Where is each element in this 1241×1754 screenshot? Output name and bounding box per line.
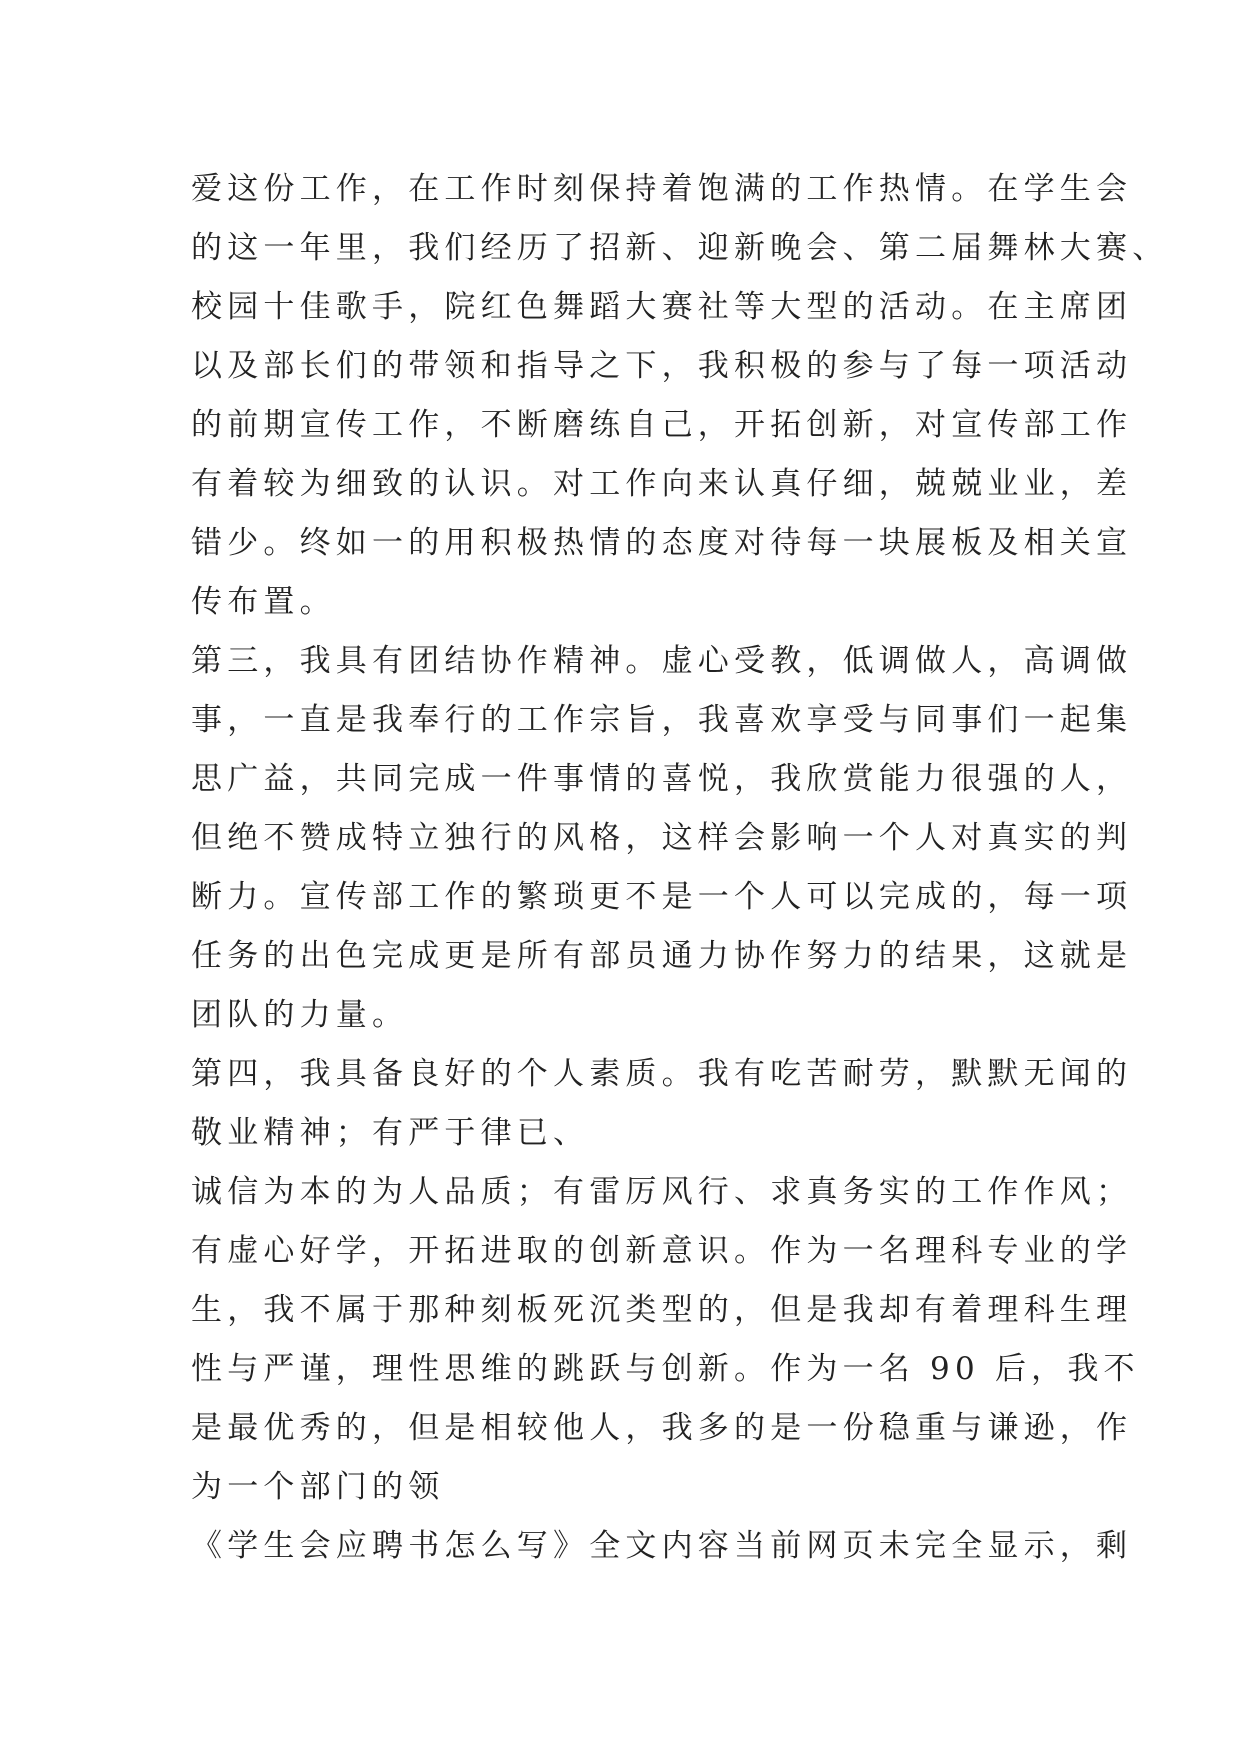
text-line: 校园十佳歌手，院红色舞蹈大赛社等大型的活动。在主席团 <box>191 289 1133 325</box>
text-line: 爱这份工作，在工作时刻保持着饱满的工作热情。在学生会 <box>191 171 1133 207</box>
text-line: 断力。宣传部工作的繁琐更不是一个人可以完成的，每一项 <box>191 879 1133 915</box>
text-line: 的前期宣传工作，不断磨练自己，开拓创新，对宣传部工作 <box>191 407 1133 443</box>
text-line: 以及部长们的带领和指导之下，我积极的参与了每一项活动 <box>191 348 1133 384</box>
text-line: 的这一年里，我们经历了招新、迎新晚会、第二届舞林大赛、 <box>191 230 1169 266</box>
text-line: 诚信为本的为人品质；有雷厉风行、求真务实的工作作风； <box>191 1174 1133 1210</box>
text-line: 任务的出色完成更是所有部员通力协作努力的结果，这就是 <box>191 938 1133 974</box>
text-line: 思广益，共同完成一件事情的喜悦，我欣赏能力很强的人， <box>191 761 1133 797</box>
text-line: 是最优秀的，但是相较他人，我多的是一份稳重与谦逊，作 <box>191 1410 1133 1446</box>
text-line: 生，我不属于那种刻板死沉类型的，但是我却有着理科生理 <box>191 1292 1133 1328</box>
text-line: 错少。终如一的用积极热情的态度对待每一块展板及相关宣 <box>191 525 1133 561</box>
document-body <box>191 160 1169 1576</box>
text-line: 事，一直是我奉行的工作宗旨，我喜欢享受与同事们一起集 <box>191 702 1133 738</box>
text-line: 《学生会应聘书怎么写》全文内容当前网页未完全显示，剩 <box>191 1528 1133 1564</box>
text-line: 但绝不赞成特立独行的风格，这样会影响一个人对真实的判 <box>191 820 1133 856</box>
text-line: 敬业精神；有严于律已、 <box>191 1115 590 1151</box>
text-line: 有着较为细致的认识。对工作向来认真仔细，兢兢业业，差 <box>191 466 1133 502</box>
text-line: 第三，我具有团结协作精神。虚心受教，低调做人，高调做 <box>191 643 1133 679</box>
text-line: 性与严谨，理性思维的跳跃与创新。作为一名 90 后，我不 <box>191 1351 1140 1387</box>
text-line: 为一个部门的领 <box>191 1469 445 1505</box>
text-line: 有虚心好学，开拓进取的创新意识。作为一名理科专业的学 <box>191 1233 1133 1269</box>
text-line: 传布置。 <box>191 584 336 620</box>
text-line: 团队的力量。 <box>191 997 409 1033</box>
text-line: 第四，我具备良好的个人素质。我有吃苦耐劳，默默无闻的 <box>191 1056 1133 1092</box>
